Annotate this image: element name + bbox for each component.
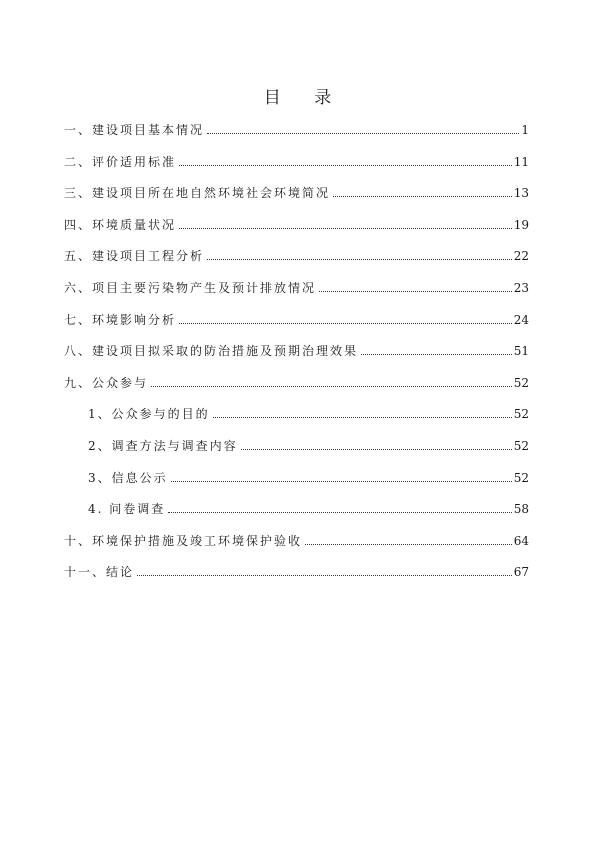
toc-leader-dots bbox=[151, 386, 512, 387]
toc-list bbox=[64, 121, 529, 595]
toc-leader-dots bbox=[179, 165, 512, 166]
toc-title: 目 录 bbox=[263, 88, 346, 108]
toc-entry bbox=[64, 374, 529, 406]
toc-leader-dots bbox=[179, 323, 512, 324]
toc-entry-page: 58 bbox=[513, 502, 529, 517]
toc-leader-dots bbox=[333, 196, 512, 197]
toc-entry-page: 67 bbox=[513, 565, 529, 580]
toc-subentry bbox=[64, 405, 529, 437]
toc-leader-dots bbox=[305, 544, 512, 545]
toc-leader-dots bbox=[179, 228, 512, 229]
toc-entry-label: 九、公众参与 bbox=[64, 375, 149, 390]
toc-leader-dots bbox=[168, 512, 511, 513]
toc-entry bbox=[64, 532, 529, 564]
toc-entry-label: 1、公众参与的目的 bbox=[88, 407, 210, 422]
toc-entry-page: 13 bbox=[513, 186, 529, 201]
toc-entry-label: 七、环境影响分析 bbox=[64, 312, 177, 327]
toc-entry bbox=[64, 121, 529, 153]
toc-entry bbox=[64, 563, 529, 595]
toc-entry bbox=[64, 184, 529, 216]
toc-leader-dots bbox=[207, 133, 519, 134]
toc-entry-label: 4. 问卷调查 bbox=[88, 502, 166, 517]
toc-leader-dots bbox=[207, 259, 512, 260]
toc-leader-dots bbox=[213, 417, 512, 418]
toc-entry bbox=[64, 247, 529, 279]
toc-entry-page: 1 bbox=[521, 123, 529, 137]
toc-entry-page: 51 bbox=[513, 344, 529, 359]
toc-entry-page: 11 bbox=[513, 154, 529, 169]
toc-leader-dots bbox=[171, 481, 512, 482]
toc-entry-page: 19 bbox=[513, 217, 529, 232]
toc-entry bbox=[64, 342, 529, 374]
toc-entry-label: 三、建设项目所在地自然环境社会环境简况 bbox=[64, 186, 331, 201]
toc-entry-label: 五、建设项目工程分析 bbox=[64, 249, 205, 264]
toc-leader-dots bbox=[241, 449, 512, 450]
toc-entry-page: 52 bbox=[513, 407, 529, 422]
toc-entry-page: 64 bbox=[513, 533, 529, 548]
toc-entry bbox=[64, 279, 529, 311]
toc-entry-label: 十一、结论 bbox=[64, 565, 135, 580]
toc-entry-page: 23 bbox=[513, 280, 529, 295]
toc-leader-dots bbox=[137, 575, 512, 576]
toc-subentry bbox=[64, 437, 529, 469]
toc-subentry bbox=[64, 469, 529, 501]
toc-entry-label: 八、建设项目拟采取的防治措施及预期治理效果 bbox=[64, 344, 359, 359]
toc-entry bbox=[64, 311, 529, 343]
toc-entry-label: 十、环境保护措施及竣工环境保护验收 bbox=[64, 533, 303, 548]
toc-entry-page: 22 bbox=[513, 249, 529, 264]
toc-entry-page: 52 bbox=[513, 470, 529, 485]
toc-entry-page: 52 bbox=[513, 375, 529, 390]
toc-leader-dots bbox=[319, 291, 512, 292]
toc-entry-label: 六、项目主要污染物产生及预计排放情况 bbox=[64, 280, 317, 295]
toc-entry-page: 24 bbox=[513, 312, 529, 327]
toc-entry-page: 52 bbox=[513, 438, 529, 453]
toc-entry-label: 2、调查方法与调查内容 bbox=[88, 438, 238, 453]
toc-entry-label: 一、建设项目基本情况 bbox=[64, 123, 205, 137]
toc-entry bbox=[64, 216, 529, 248]
toc-entry bbox=[64, 153, 529, 185]
toc-entry-label: 四、环境质量状况 bbox=[64, 217, 177, 232]
toc-leader-dots bbox=[361, 354, 512, 355]
toc-subentry bbox=[64, 500, 529, 532]
toc-entry-label: 二、评价适用标准 bbox=[64, 154, 177, 169]
toc-entry-label: 3、信息公示 bbox=[88, 470, 168, 485]
